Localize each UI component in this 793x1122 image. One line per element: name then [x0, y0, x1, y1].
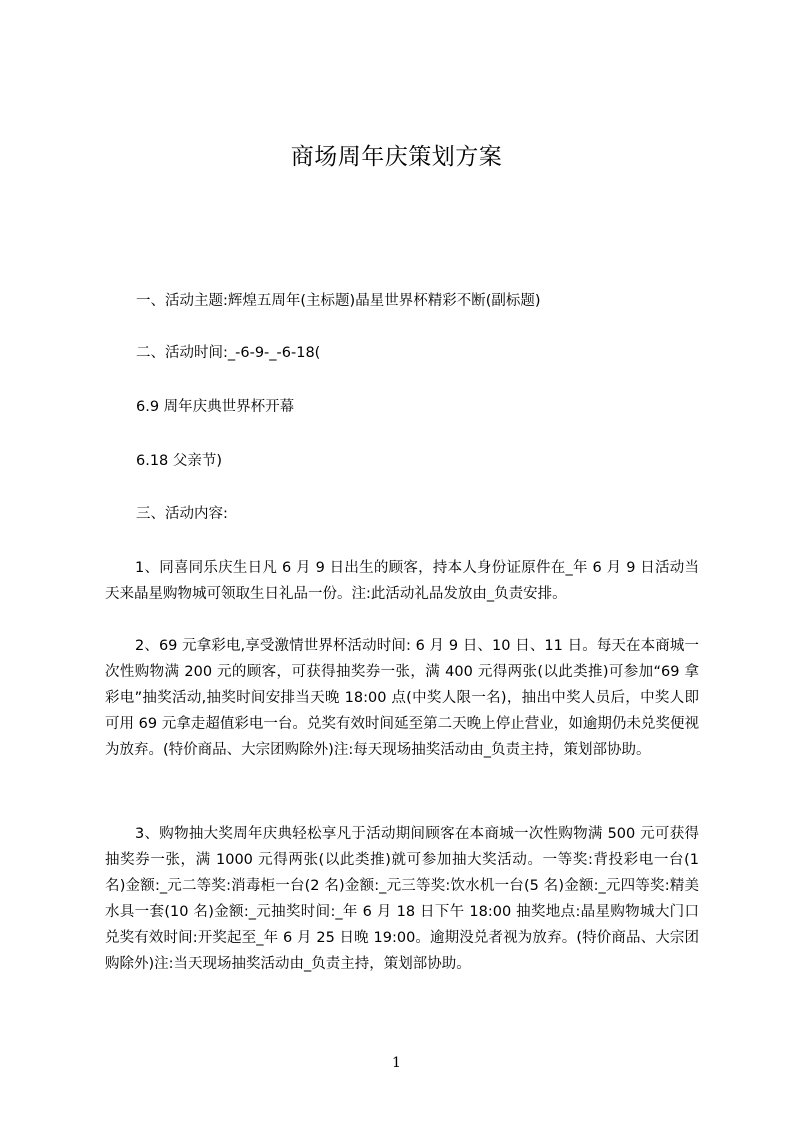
section-activity-content: 三、活动内容: — [136, 506, 228, 522]
paragraph-tv-lottery: 2、69 元拿彩电,享受激情世界杯活动时间: 6 月 9 日、10 日、11 日。每天在本商城一次性购物满 200 元的顾客，可获得抽奖券一张，满 400 元得两张(以此类推)可参加“69 拿彩电”抽奖活动,抽奖时间安排当天晚 18:00 点(中奖人限一名)，抽出中奖人员后，中奖人即可用 69 元拿走超值彩电一台。兑奖有效时间延至第二天晚上停止营业，如逾期仍未兑奖便视为放弃。(特价商品、大宗团购除外)注:每天现场抽奖活动由_负责主持，策划部协助。 — [105, 638, 699, 758]
paragraph-birthday-gift: 1、同喜同乐庆生日凡 6 月 9 日出生的顾客，持本人身份证原件在_年 6 月 9 日活动当天来晶星购物城可领取生日礼品一份。注:此活动礼品发放由_负责安排。 — [105, 560, 699, 602]
activity-date-fathers-day: 6.18 父亲节) — [136, 453, 223, 469]
section-activity-theme: 一、活动主题:辉煌五周年(主标题)晶星世界杯精彩不断(副标题) — [136, 293, 541, 309]
paragraph-grand-prize-lottery: 3、购物抽大奖周年庆典轻松享凡于活动期间顾客在本商城一次性购物满 500 元可获得抽奖券一张，满 1000 元得两张(以此类推)就可参加抽大奖活动。一等奖:背投彩电一台(1 名)金额:_元二等奖:消毒柜一台(2 名)金额:_元三等奖:饮水机一台(5 名)金额:_元四等奖:精美水具一套(10 名)金额:_元抽奖时间:_年 6 月 18 日下午 18:00 抽奖地点:晶星购物城大门口兑奖有效时间:开奖起至_年 6 月 25 日晚 19:00。逾期没兑者视为放弃。(特价商品、大宗团购除外)注:当天现场抽奖活动由_负责主持，策划部协助。 — [105, 826, 699, 972]
section-activity-time: 二、活动时间:_-6-9-_-6-18( — [136, 345, 321, 361]
activity-date-anniversary: 6.9 周年庆典世界杯开幕 — [136, 399, 295, 415]
document-title: 商场周年庆策划方案 — [290, 144, 503, 170]
page-number: 1 — [392, 1055, 401, 1071]
